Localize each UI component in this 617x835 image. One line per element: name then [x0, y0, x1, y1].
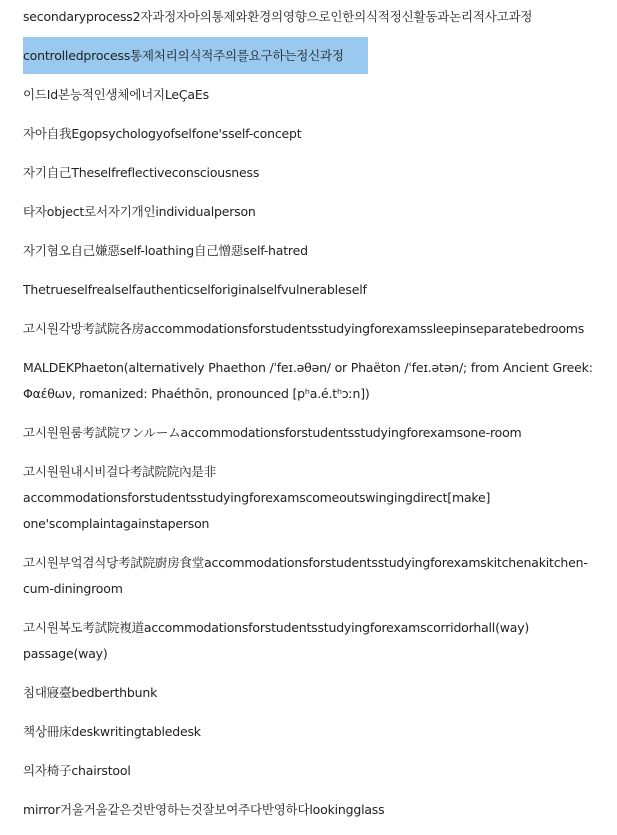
entry-complaint — [23, 459, 598, 537]
entry-complaint-line-2: accommodationsforstudentsstudyingforexamscomeoutswingingdirect[make] — [23, 490, 491, 505]
entry-kitchen-line-1: 고시원부엌겸식당考試院廚房食堂accommodationsforstudentsstudyingforexamskitchenakitchen- — [23, 555, 588, 570]
entry-self: 자기自己Theselfreflectiveconsciousness — [23, 165, 260, 180]
entry-ego: 자아自我Egopsychologyofselfone'sself-concept — [23, 126, 302, 141]
entry-true-self: Thetrueselfrealselfauthenticselforiginalselfvulnerableself — [23, 282, 367, 297]
entry-maldek-line-1: MALDEKPhaeton(alternatively Phaethon /ˈfeɪ.əθən/ or Phaëton /ˈfeɪ.ətən/; from Ancient Greek: — [23, 360, 593, 375]
entry-one-room: 고시원원룸考試院ワンルームaccommodationsforstudentsstudyingforexamsone-room — [23, 425, 522, 440]
entry-secondary-process: secondaryprocess2자과정자아의통제와환경의영향으로인한의식적정신활동과논리적사고과정 — [23, 9, 533, 24]
entry-self-loathing: 자기혐오自己嫌惡self-loathing自己憎惡self-hatred — [23, 243, 308, 258]
entry-controlled-process-selected[interactable] — [23, 37, 368, 74]
entry-mirror: mirror거울거울같은것반영하는것잘보여주다반영하다lookingglass — [23, 802, 385, 817]
entry-desk: 책상冊床deskwritingtabledesk — [23, 724, 201, 739]
entry-id: 이드Id본능적인생체에너지LeÇaEs — [23, 87, 209, 102]
entry-corridor — [23, 615, 598, 667]
entry-kitchen-line-2: cum-diningroom — [23, 581, 123, 596]
entry-object-self: 타자object로서자기개인individualperson — [23, 204, 256, 219]
entry-maldek-phaeton — [23, 355, 598, 407]
entry-complaint-line-1: 고시원원내시비걸다考試院院內是非 — [23, 464, 216, 479]
entry-maldek-line-2: Φαέθων, romanized: Phaéthōn, pronounced [pʰa.é.tʰɔːn]) — [23, 386, 370, 401]
entry-bed: 침대寢臺bedberthbunk — [23, 685, 158, 700]
entry-controlled-process-text: controlledprocess통제처리의식적주의를요구하는정신과정 — [23, 47, 344, 63]
entry-chair: 의자椅子chairstool — [23, 763, 131, 778]
entry-kitchen — [23, 550, 598, 602]
entry-corridor-line-1: 고시원복도考試院複道accommodationsforstudentsstudyingforexamscorridorhall(way) — [23, 620, 530, 635]
entry-complaint-line-3: one'scomplaintagainstaperson — [23, 516, 210, 531]
entry-separate-bedrooms: 고시원각방考試院各房accommodationsforstudentsstudyingforexamssleepinseparatebedrooms — [23, 321, 585, 336]
entry-corridor-line-2: passage(way) — [23, 646, 108, 661]
